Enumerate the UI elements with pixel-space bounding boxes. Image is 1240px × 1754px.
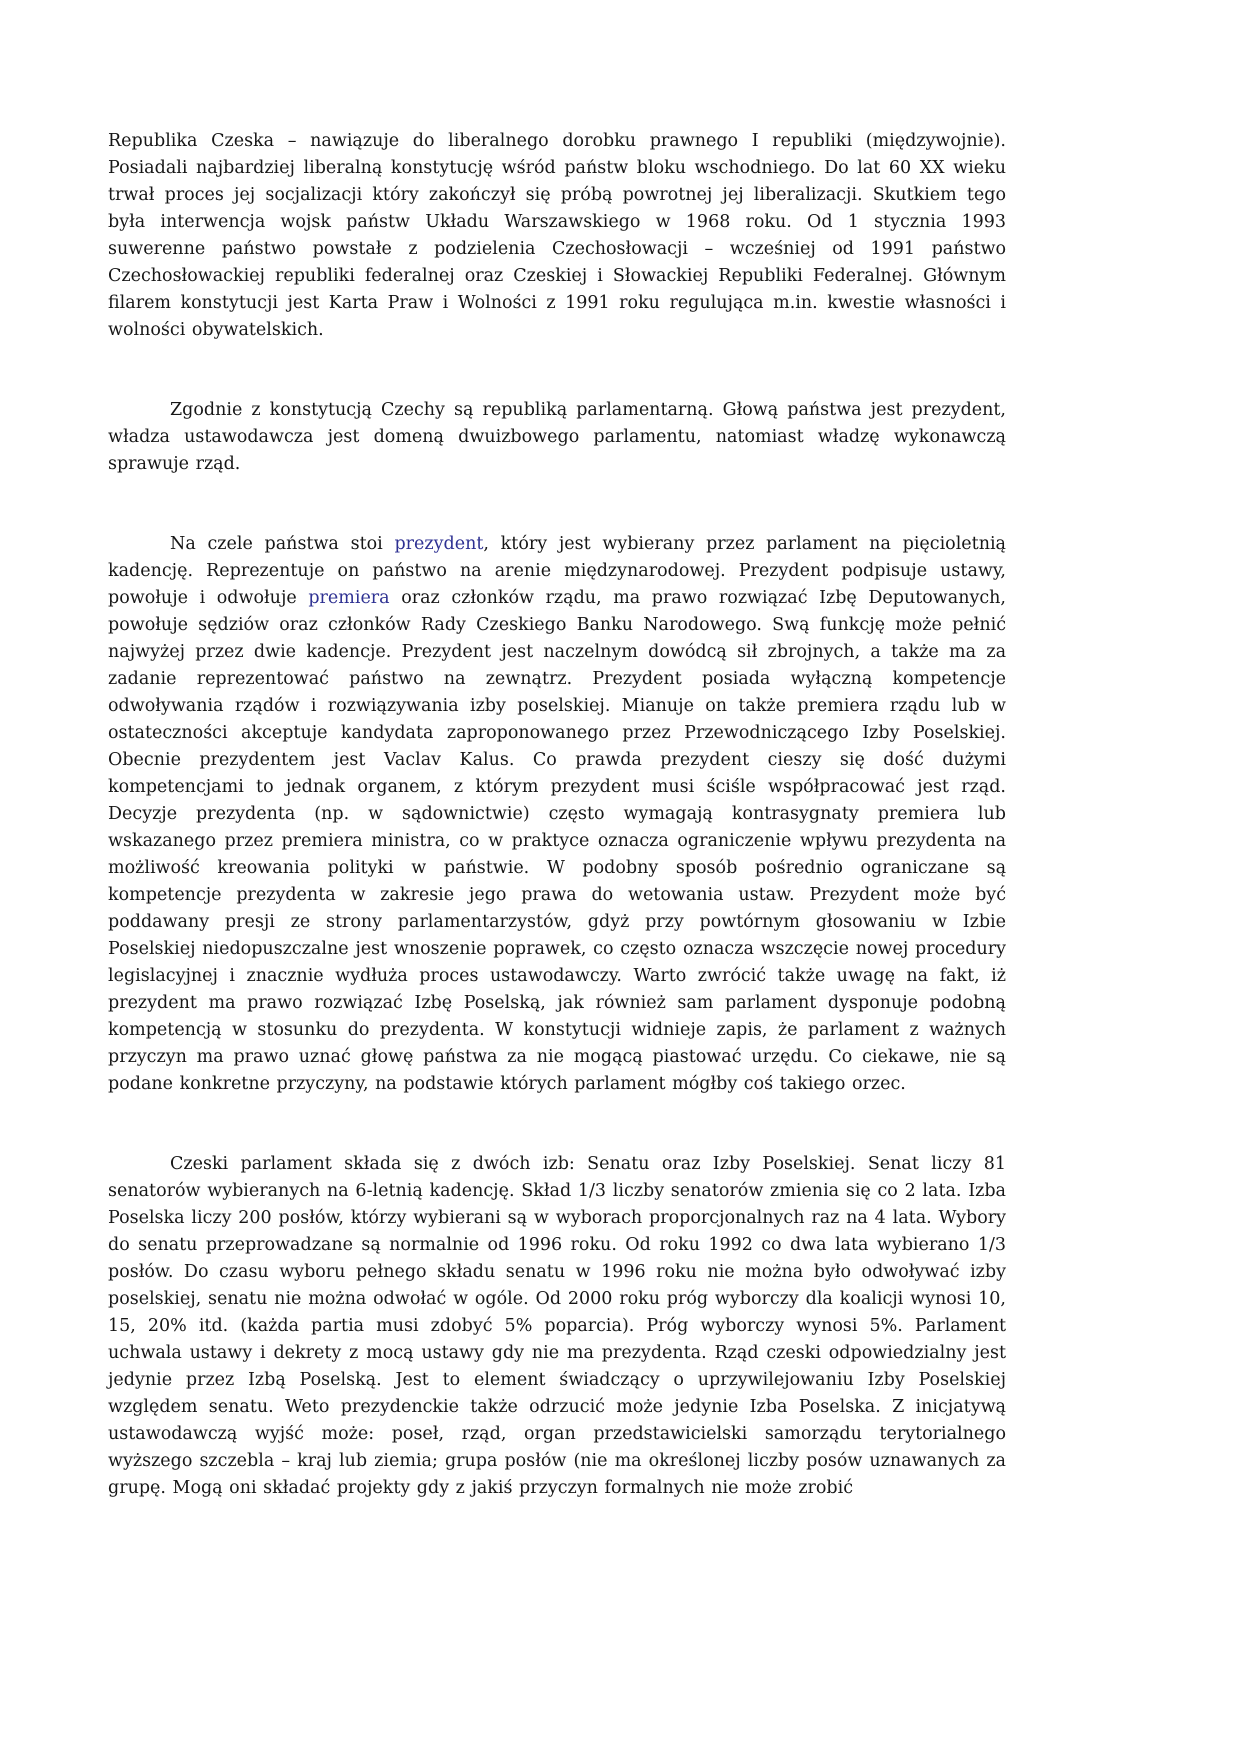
paragraph-4 <box>108 1151 1006 1502</box>
text-run: Republika Czeska – nawiązuje do liberalnego dorobku prawnego I republiki (międzywojnie). Posiadali najbardziej liberalną konstytucję wśród państw bloku wschodniego. Do lat 60 XX wieku trwał proces jej socjalizacji który zakończył się próbą powrotnej jej liberalizacji. Skutkiem tego była interwencja wojsk państw Układu Warszawskiego w 1968 roku. Od 1 stycznia 1993 suwerenne państwo powstałe z podzielenia Czechosłowacji – wcześniej od 1991 państwo Czechosłowackiej republiki federalnej oraz Czeskiej i Słowackiej Republiki Federalnej. Głównym filarem konstytucji jest Karta Praw i Wolności z 1991 roku regulująca m.in. kwestie własności i wolności obywatelskich. <box>108 131 1006 340</box>
paragraph-3 <box>108 531 1006 1098</box>
document-body <box>108 128 1006 1502</box>
text-run: Zgodnie z konstytucją Czechy są republiką parlamentarną. Głową państwa jest prezydent, władza ustawodawcza jest domeną dwuizbowego parlamentu, natomiast władzę wykonawczą sprawuje rząd. <box>108 400 1006 474</box>
text-run: oraz członków rządu, ma prawo rozwiązać Izbę Deputowanych, powołuje sędziów oraz członków Rady Czeskiego Banku Narodowego. Swą funkcję może pełnić najwyżej przez dwie kadencje. Prezydent jest naczelnym dowódcą sił zbrojnych, a także ma za zadanie reprezentować państwo na zewnątrz. Prezydent posiada wyłączną kompetencje odwoływania rządów i rozwiązywania izby poselskiej. Mianuje on także premiera rządu lub w ostateczności akceptuje kandydata zaproponowanego przez Przewodniczącego Izby Poselskiej. Obecnie prezydentem jest Vaclav Kalus. Co prawda prezydent cieszy się dość dużymi kompetencjami to jednak organem, z którym prezydent musi ściśle współpracować jest rząd. Decyzje prezydenta (np. w sądownictwie) często wymagają kontrasygnaty premiera lub wskazanego przez premiera ministra, co w praktyce oznacza ograniczenie wpływu prezydenta na możliwość kreowania polityki w państwie. W podobny sposób pośrednio ograniczane są kompetencje prezydenta w zakresie jego prawa do wetowania ustaw. Prezydent może być poddawany presji ze strony parlamentarzystów, gdyż przy powtórnym głosowaniu w Izbie Poselskiej niedopuszczalne jest wnoszenie poprawek, co często oznacza wszczęcie nowej procedury legislacyjnej i znacznie wydłuża proces ustawodawczy. Warto zwrócić także uwagę na fakt, iż prezydent ma prawo rozwiązać Izbę Poselską, jak również sam parlament dysponuje podobną kompetencją w stosunku do prezydenta. W konstytucji widnieje zapis, że parlament z ważnych przyczyn ma prawo uznać głowę państwa za nie mogącą piastować urzędu. Co ciekawe, nie są podane konkretne przyczyny, na podstawie których parlament mógłby coś takiego orzec. <box>108 588 1006 1094</box>
paragraph-2 <box>108 397 1006 478</box>
link-premiera[interactable]: premiera <box>308 588 390 608</box>
text-run: Na czele państwa stoi <box>170 534 395 554</box>
text-run: , który jest wybierany przez parlament na pięcioletnią kadencję. Reprezentuje on państwo na arenie międzynarodowej. Prezydent podpisuje ustawy, powołuje i odwołuje <box>108 534 1006 608</box>
paragraph-1 <box>108 128 1006 344</box>
link-prezydent[interactable]: prezydent <box>394 534 484 554</box>
text-run: Czeski parlament składa się z dwóch izb: Senatu oraz Izby Poselskiej. Senat liczy 81 senatorów wybieranych na 6-letnią kadencję. Skład 1/3 liczby senatorów zmienia się co 2 lata. Izba Poselska liczy 200 posłów, którzy wybierani są w wyborach proporcjonalnych raz na 4 lata. Wybory do senatu przeprowadzane są normalnie od 1996 roku. Od roku 1992 co dwa lata wybierano 1/3 posłów. Do czasu wyboru pełnego składu senatu w 1996 roku nie można było odwoływać izby poselskiej, senatu nie można odwołać w ogóle. Od 2000 roku próg wyborczy dla koalicji wynosi 10, 15, 20% itd. (każda partia musi zdobyć 5% poparcia). Próg wyborczy wynosi 5%. Parlament uchwala ustawy i dekrety z mocą ustawy gdy nie ma prezydenta. Rząd czeski odpowiedzialny jest jedynie przez Izbą Poselską. Jest to element świadczący o uprzywilejowaniu Izby Poselskiej względem senatu. Weto prezydenckie także odrzucić może jedynie Izba Poselska. Z inicjatywą ustawodawczą wyjść może: poseł, rząd, organ przedstawicielski samorządu terytorialnego wyższego szczebla – kraj lub ziemia; grupa posłów (nie ma określonej liczby posów uznawanych za grupę. Mogą oni składać projekty gdy z jakiś przyczyn formalnych nie może zrobić <box>108 1154 1006 1498</box>
